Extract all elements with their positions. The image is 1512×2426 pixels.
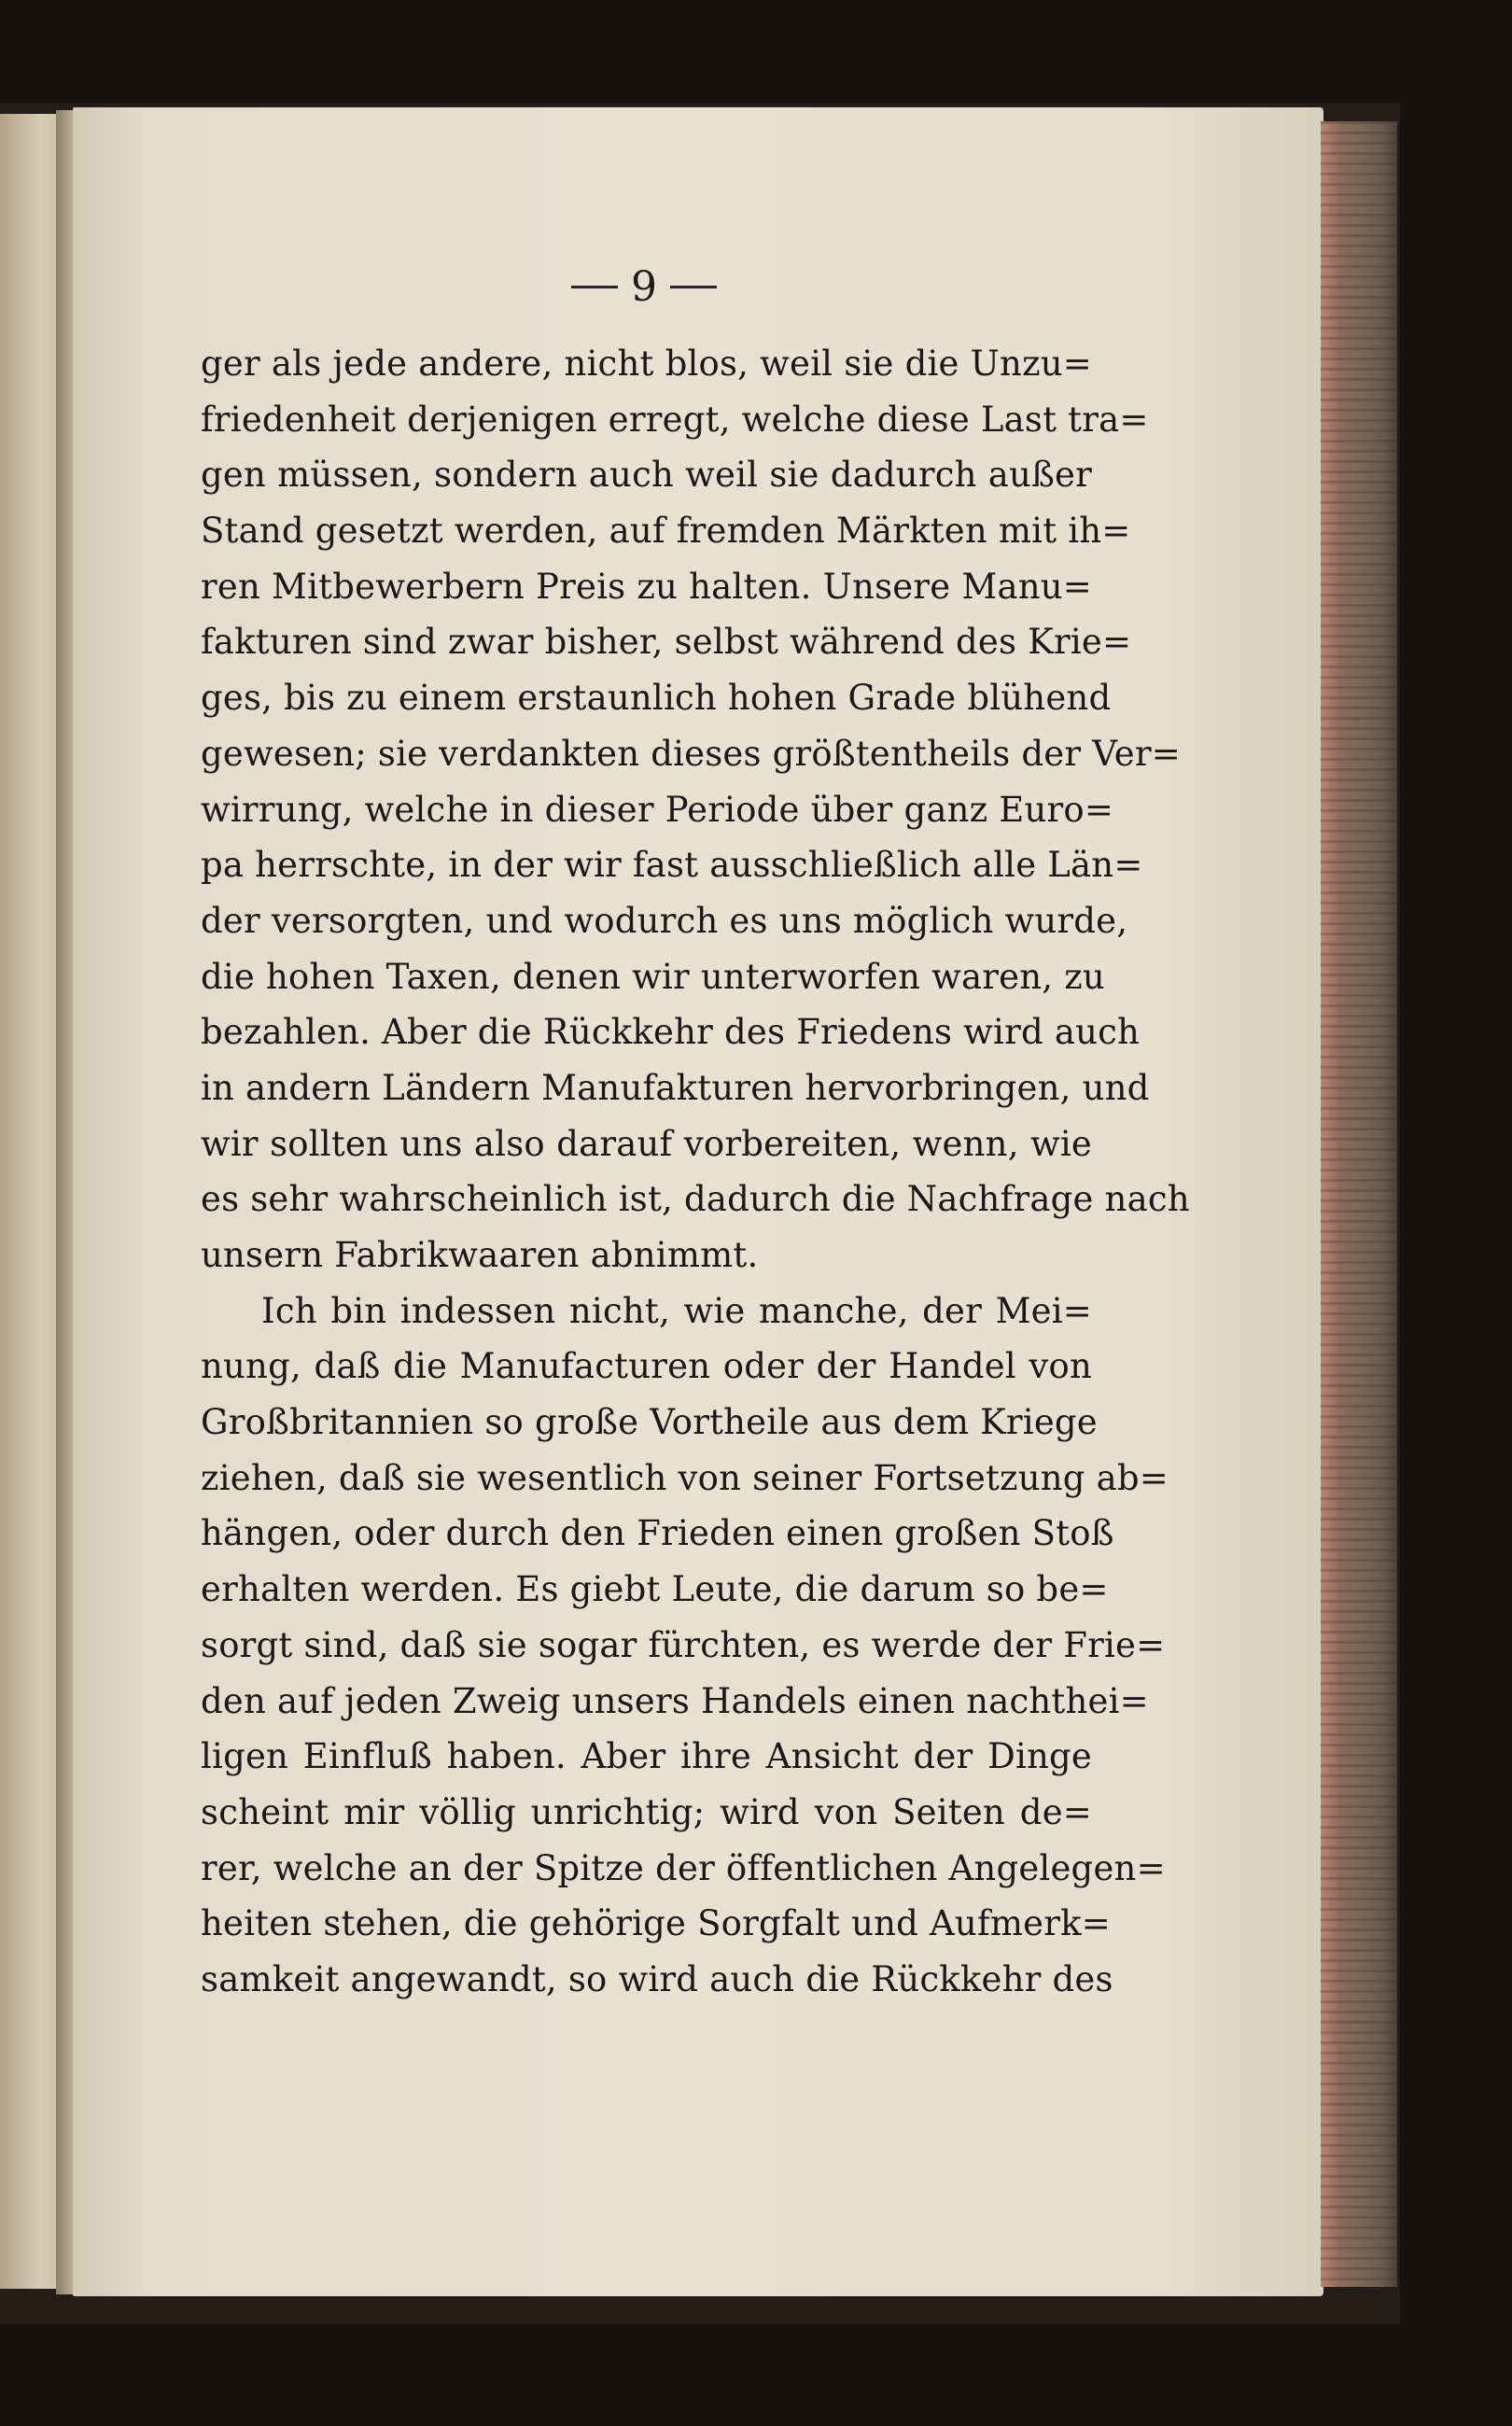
text-line: Großbritannien so große Vortheile aus dem Kriege: [201, 1402, 1098, 1443]
text-line: ziehen, daß sie wesentlich von seiner Fortsetzung ab=: [201, 1457, 1169, 1498]
header-dash-left: [571, 286, 618, 288]
text-line: in andern Ländern Manufakturen hervorbringen, und: [201, 1067, 1150, 1108]
text-line: samkeit angewandt, so wird auch die Rückkehr des: [201, 1958, 1113, 1999]
text-line: Ich bin indessen nicht, wie manche, der Mei=: [261, 1290, 1092, 1331]
text-line: friedenheit derjenigen erregt, welche diese Last tra=: [201, 399, 1149, 440]
page-header: [532, 263, 756, 319]
text-line: es sehr wahrscheinlich ist, dadurch die Nachfrage nach: [201, 1179, 1190, 1220]
text-line: wirrung, welche in dieser Periode über ganz Euro=: [201, 789, 1114, 830]
text-line: Stand gesetzt werden, auf fremden Märkten mit ih=: [201, 511, 1131, 552]
text-line: scheint mir völlig unrichtig; wird von Seiten de=: [201, 1791, 1092, 1832]
text-line: pa herrschte, in der wir fast ausschließlich alle Län=: [201, 845, 1143, 886]
page-number: 9: [631, 263, 657, 311]
body-text: [201, 336, 1190, 2008]
text-line: heiten stehen, die gehörige Sorgfalt und Aufmerk=: [201, 1903, 1111, 1944]
previous-page-edge: [0, 114, 58, 2289]
text-line: hängen, oder durch den Frieden einen großen Stoß: [201, 1513, 1114, 1554]
text-line: nung, daß die Manufacturen oder der Handel von: [201, 1346, 1092, 1387]
text-line: fakturen sind zwar bisher, selbst während des Krie=: [201, 622, 1132, 663]
text-line: ren Mitbewerbern Preis zu halten. Unsere Manu=: [201, 566, 1092, 607]
text-line: der versorgten, und wodurch es uns möglich wurde,: [201, 900, 1128, 941]
page-block-edge: [1321, 121, 1397, 2287]
text-line: wir sollten uns also darauf vorbereiten, wenn, wie: [201, 1123, 1092, 1164]
header-dash-right: [670, 286, 717, 288]
text-line: gewesen; sie verdankten dieses größtentheils der Ver=: [201, 733, 1181, 774]
text-line: gen müssen, sondern auch weil sie dadurch außer: [201, 455, 1092, 496]
text-line: die hohen Taxen, denen wir unterworfen waren, zu: [201, 956, 1105, 997]
text-line: erhalten werden. Es giebt Leute, die darum so be=: [201, 1569, 1109, 1610]
text-line: unsern Fabrikwaaren abnimmt.: [201, 1235, 759, 1275]
text-line: rer, welche an der Spitze der öffentlichen Angelegen=: [201, 1847, 1166, 1888]
text-line: ges, bis zu einem erstaunlich hohen Grade blühend: [201, 678, 1112, 719]
text-line: den auf jeden Zweig unsers Handels einen nachthei=: [201, 1680, 1149, 1721]
text-line: bezahlen. Aber die Rückkehr des Friedens wird auch: [201, 1012, 1141, 1053]
text-line: ligen Einfluß haben. Aber ihre Ansicht der Dinge: [201, 1736, 1092, 1777]
text-line: sorgt sind, daß sie sogar fürchten, es werde der Frie=: [201, 1624, 1166, 1665]
text-line: ger als jede andere, nicht blos, weil sie die Unzu=: [201, 344, 1092, 384]
